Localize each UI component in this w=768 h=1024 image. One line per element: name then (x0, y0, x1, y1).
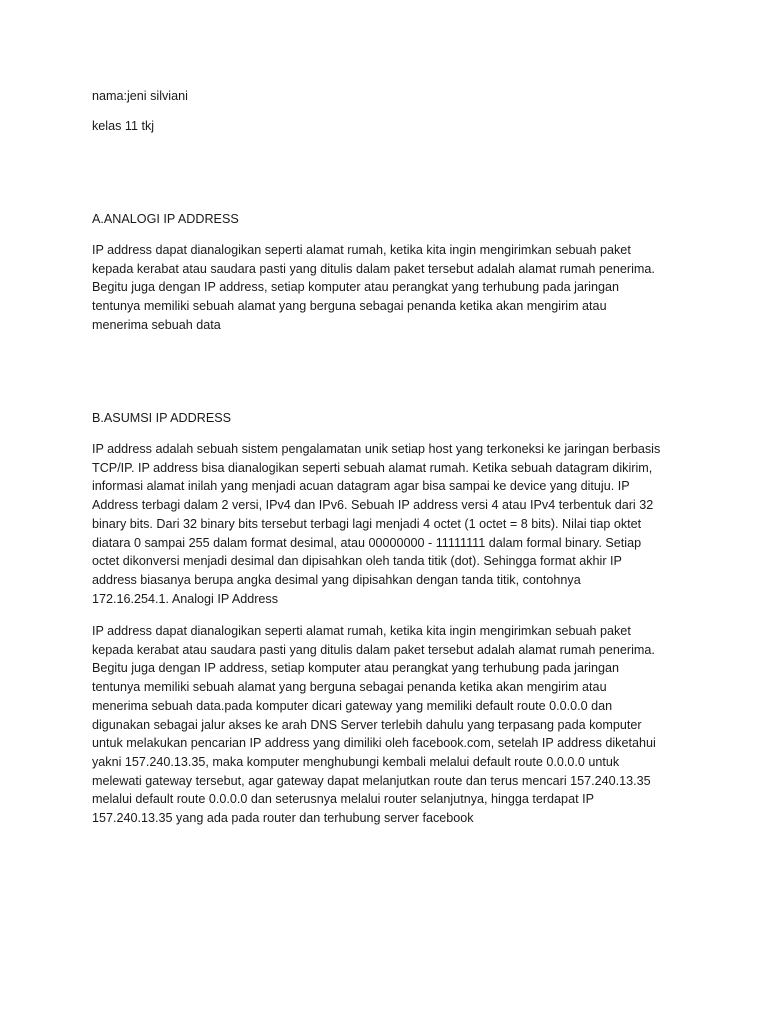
text-line: untuk melakukan pencarian IP address yang dimiliki oleh facebook.com, setelah IP address diketahui (92, 736, 656, 751)
text-line: TCP/IP. IP address bisa dianalogikan seperti sebuah alamat rumah. Ketika sebuah datagram dikirim, (92, 460, 653, 475)
text-line: IP address dapat dianalogikan seperti alamat rumah, ketika kita ingin mengirimkan sebuah paket (92, 243, 631, 257)
text-line: binary bits. Dari 32 binary bits tersebut terbagi lagi menjadi 4 octet (1 octet = 8 bits). Nilai tiap oktet (92, 516, 642, 531)
text-line: address biasanya berupa angka desimal yang dipisahkan dengan tanda titik, contohnya (92, 572, 581, 587)
text-line: 157.240.13.35 yang ada pada router dan terhubung server facebook (92, 811, 474, 826)
text-line: yakni 157.240.13.35, maka komputer menghubungi kembali melalui default route 0.0.0.0 untuk (92, 754, 620, 769)
text-line: tentunya memiliki sebuah alamat yang berguna sebagai penanda ketika akan mengirim atau (92, 680, 607, 695)
section-a-heading: A.ANALOGI IP ADDRESS (92, 212, 239, 226)
text-line: 172.16.254.1. Analogi IP Address (92, 591, 279, 606)
text-line: tentunya memiliki sebuah alamat yang berguna sebagai penanda ketika akan mengirim atau (92, 299, 607, 314)
text-line: informasi alamat inilah yang menjadi acuan datagram agar bisa sampai ke device yang dituju. IP (92, 479, 630, 494)
text-line: octet dikonversi menjadi desimal dan dipisahkan oleh tanda titik (dot). Sehingga format akhir IP (92, 554, 622, 569)
text-line: IP address adalah sebuah sistem pengalamatan unik setiap host yang terkoneksi ke jaringan berbasis (92, 442, 661, 456)
text-line: melalui default route 0.0.0.0 dan seterusnya melalui router selanjutnya, hingga terdapat IP (92, 792, 594, 807)
text-line: Address terbagi dalam 2 versi, IPv4 dan IPv6. Sebuah IP address versi 4 atau IPv4 terbentuk dari 32 (92, 498, 654, 513)
text-line: menerima sebuah data.pada komputer dicari gateway yang memiliki default route 0.0.0.0 dan (92, 698, 613, 713)
text-line: Begitu juga dengan IP address, setiap komputer atau perangkat yang terhubung pada jaringan (92, 280, 619, 295)
section-b-heading: B.ASUMSI IP ADDRESS (92, 411, 232, 425)
text-line: diatara 0 sampai 255 dalam format desimal, atau 00000000 - 11111111 dalam formal binary. Setiap (92, 535, 642, 550)
text-line: kepada kerabat atau saudara pasti yang ditulis dalam paket tersebut adalah alamat rumah penerima. (92, 642, 655, 657)
author-name-line: nama:jeni silviani (92, 89, 188, 103)
section-b-paragraph-1 (92, 440, 682, 608)
section-b-paragraph-2 (92, 622, 682, 828)
text-line: Begitu juga dengan IP address, setiap komputer atau perangkat yang terhubung pada jaringan (92, 661, 619, 676)
section-a-paragraph (92, 241, 682, 335)
text-line: menerima sebuah data (92, 317, 221, 332)
text-line: digunakan sebagai jalur akses ke arah DNS Server terlebih dahulu yang terpasang pada komputer (92, 717, 642, 732)
text-line: IP address dapat dianalogikan seperti alamat rumah, ketika kita ingin mengirimkan sebuah paket (92, 624, 631, 638)
text-line: melewati gateway tersebut, agar gateway dapat melanjutkan route dan terus mencari 157.240.13.35 (92, 773, 651, 788)
text-line: kepada kerabat atau saudara pasti yang ditulis dalam paket tersebut adalah alamat rumah penerima. (92, 261, 655, 276)
class-line: kelas 11 tkj (92, 119, 155, 133)
